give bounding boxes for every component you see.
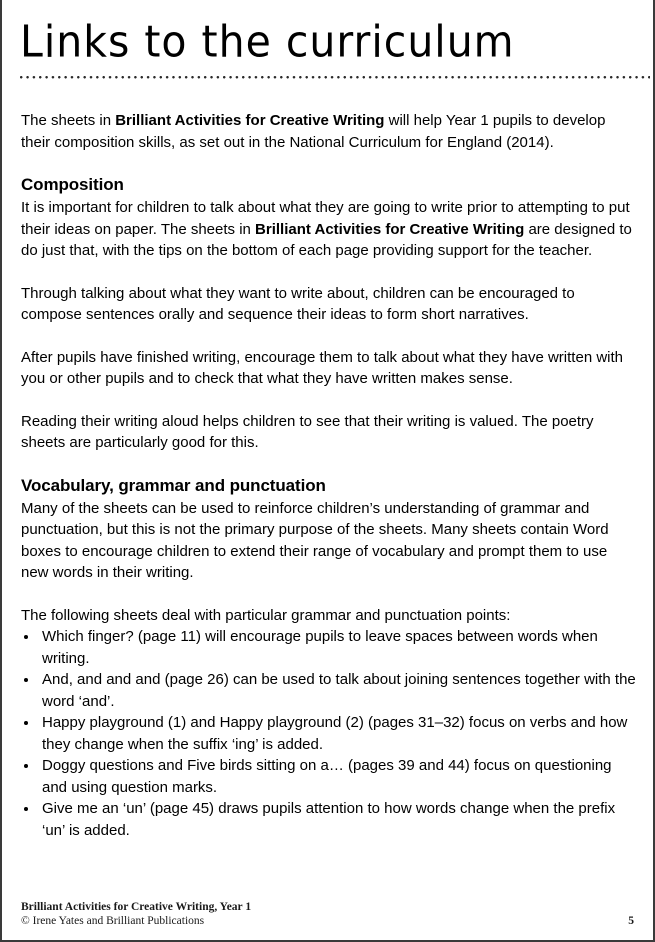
composition-paragraph-2: Through talking about what they want to write about, children can be encouraged to compose sentences orally and sequence their ideas to form short narratives. xyxy=(21,284,575,323)
intro-paragraph xyxy=(21,110,638,153)
composition-p1-book-title: Brilliant Activities for Creative Writing xyxy=(255,220,525,238)
composition-p1-text-2: are designed to do just that, with the tips on the bottom of each page providing support for the teacher. xyxy=(21,220,632,259)
list-item xyxy=(21,798,638,841)
heading-composition: Composition xyxy=(21,175,124,194)
list-item-label: Happy playground (1) and Happy playground (2) (pages 31–32) focus on verbs and how they change when the suffix ‘ing’ is added. xyxy=(42,714,628,753)
list-item xyxy=(21,755,638,798)
page-number: 5 xyxy=(628,915,634,927)
page-footer xyxy=(21,900,634,928)
bullet-point-icon xyxy=(24,721,28,725)
heading-vocabulary-grammar-punctuation: Vocabulary, grammar and punctuation xyxy=(21,475,326,495)
intro-text-2: will help Year 1 pupils to develop their composition skills, as set out in the National Curriculum for England (2014). xyxy=(21,112,606,151)
title-block xyxy=(20,16,645,67)
composition-paragraph-3: After pupils have finished writing, encourage them to talk about what they have written with you or other pupils and to check that what they have written makes sense. xyxy=(21,348,623,387)
composition-paragraph-4: Reading their writing aloud helps children to see that their writing is valued. The poetry sheets are particularly good for this. xyxy=(21,412,594,451)
intro-book-title: Brilliant Activities for Creative Writing xyxy=(115,112,385,129)
list-item-label: And, and and and (page 26) can be used to talk about joining sentences together with the word ‘and’. xyxy=(42,671,636,710)
document-body xyxy=(21,110,638,841)
intro-text-1: The sheets in xyxy=(21,112,116,129)
list-item-label: Doggy questions and Five birds sitting on a… (pages 39 and 44) focus on questioning and using question marks. xyxy=(42,757,612,796)
bullet-point-icon xyxy=(24,678,28,682)
grammar-points-list xyxy=(21,626,638,841)
list-item-label: Give me an ‘un’ (page 45) draws pupils attention to how words change when the prefix ‘un’ is added. xyxy=(42,800,616,839)
list-item xyxy=(21,669,638,712)
bullet-point-icon xyxy=(24,764,28,768)
bullet-point-icon xyxy=(24,807,28,811)
list-item xyxy=(21,626,638,669)
composition-p1-text-1: It is important for children to talk about what they are going to write prior to attempting to put their ideas on paper. The sheets in xyxy=(21,199,630,238)
footer-book-title: Brilliant Activities for Creative Writing, Year 1 xyxy=(21,901,252,913)
page-title: Links to the curriculum xyxy=(20,16,515,67)
footer-copyright: © Irene Yates and Brilliant Publications xyxy=(21,915,205,927)
list-item-label: Which finger? (page 11) will encourage pupils to leave spaces between words when writing. xyxy=(42,628,598,667)
vocabulary-paragraph-1: Many of the sheets can be used to reinforce children’s understanding of grammar and punctuation, but this is not the primary purpose of the sheets. Many sheets contain Word boxes to encourage children to extend their range of vocabulary and prompt them to use new words in their writing. xyxy=(21,499,609,581)
bullet-point-icon xyxy=(24,635,28,639)
list-item xyxy=(21,712,638,755)
title-dotted-divider xyxy=(20,76,650,79)
vocabulary-list-intro: The following sheets deal with particular grammar and punctuation points: xyxy=(21,606,511,624)
composition-paragraph-1 xyxy=(21,197,638,262)
